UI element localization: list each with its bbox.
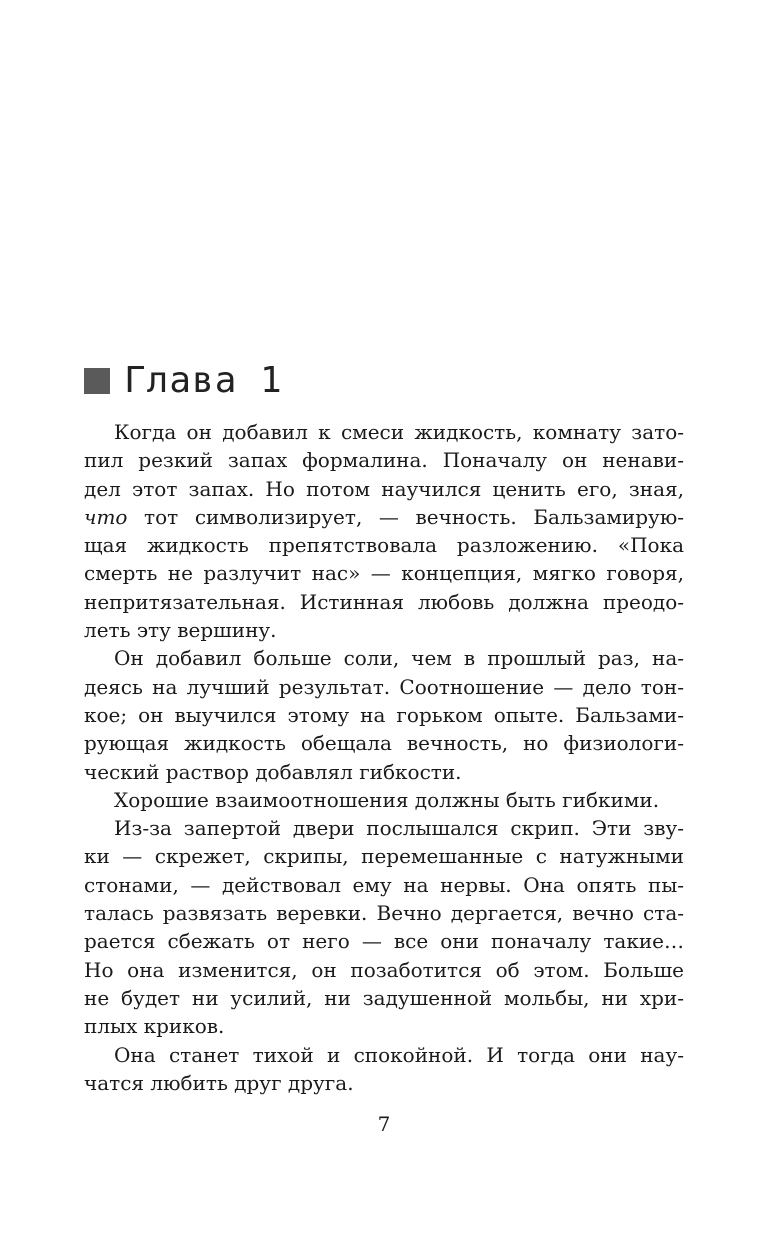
text-segment: тот символизирует, — вечность. Бальзамирую- [127,504,684,529]
text-line: Он добавил больше соли, чем в прошлый раз, на- [114,646,684,671]
text-line: рается сбежать от него — все они поначалу такие… [84,929,684,954]
text-line: рующая жидкость обещала вечность, но физиологи- [84,731,684,756]
chapter-marker-square [84,368,110,394]
text-line: дел этот запах. Но потом научился ценить его, зная, [84,476,684,501]
text-line: кое; он выучился этому на горьком опыте. Бальзами- [84,702,684,727]
text-line: Хорошие взаимоотношения должны быть гибкими. [114,787,660,812]
body-text [84,418,684,1097]
text-line: леть эту вершину. [84,618,277,643]
chapter-title: Глава 1 [124,360,283,401]
text-line: непритязательная. Истинная любовь должна преодо- [84,589,684,614]
text-line [84,503,684,531]
text-line: Она станет тихой и спокойной. И тогда они нау- [114,1042,684,1067]
text-line: пил резкий запах формалина. Поначалу он ненави- [84,448,684,473]
text-line: талась развязать веревки. Вечно дергается, вечно ста- [84,901,684,926]
italic-word: что [84,504,128,529]
text-line: щая жидкость препятствовала разложению. «Пока [84,533,684,558]
text-line: ки — скрежет, скрипы, перемешанные с натужными [84,844,684,869]
text-line: не будет ни усилий, ни задушенной мольбы, ни хри- [84,985,684,1010]
text-line: деясь на лучший результат. Соотношение — дело тон- [84,674,684,699]
chapter-heading [84,360,283,401]
text-line: чатся любить друг друга. [84,1070,354,1095]
page-number: 7 [377,1112,391,1136]
text-line: Когда он добавил к смеси жидкость, комнату зато- [114,420,684,444]
text-line: смерть не разлучит нас» — концепция, мягко говоря, [84,561,684,586]
text-line: плых криков. [84,1014,225,1039]
text-line: Но она изменится, он позаботится об этом. Больше [84,957,684,982]
text-line: стонами, — действовал ему на нервы. Она опять пы- [84,872,684,897]
text-line: ческий раствор добавлял гибкости. [84,759,462,784]
text-line: Из-за запертой двери послышался скрип. Эти зву- [114,816,684,841]
